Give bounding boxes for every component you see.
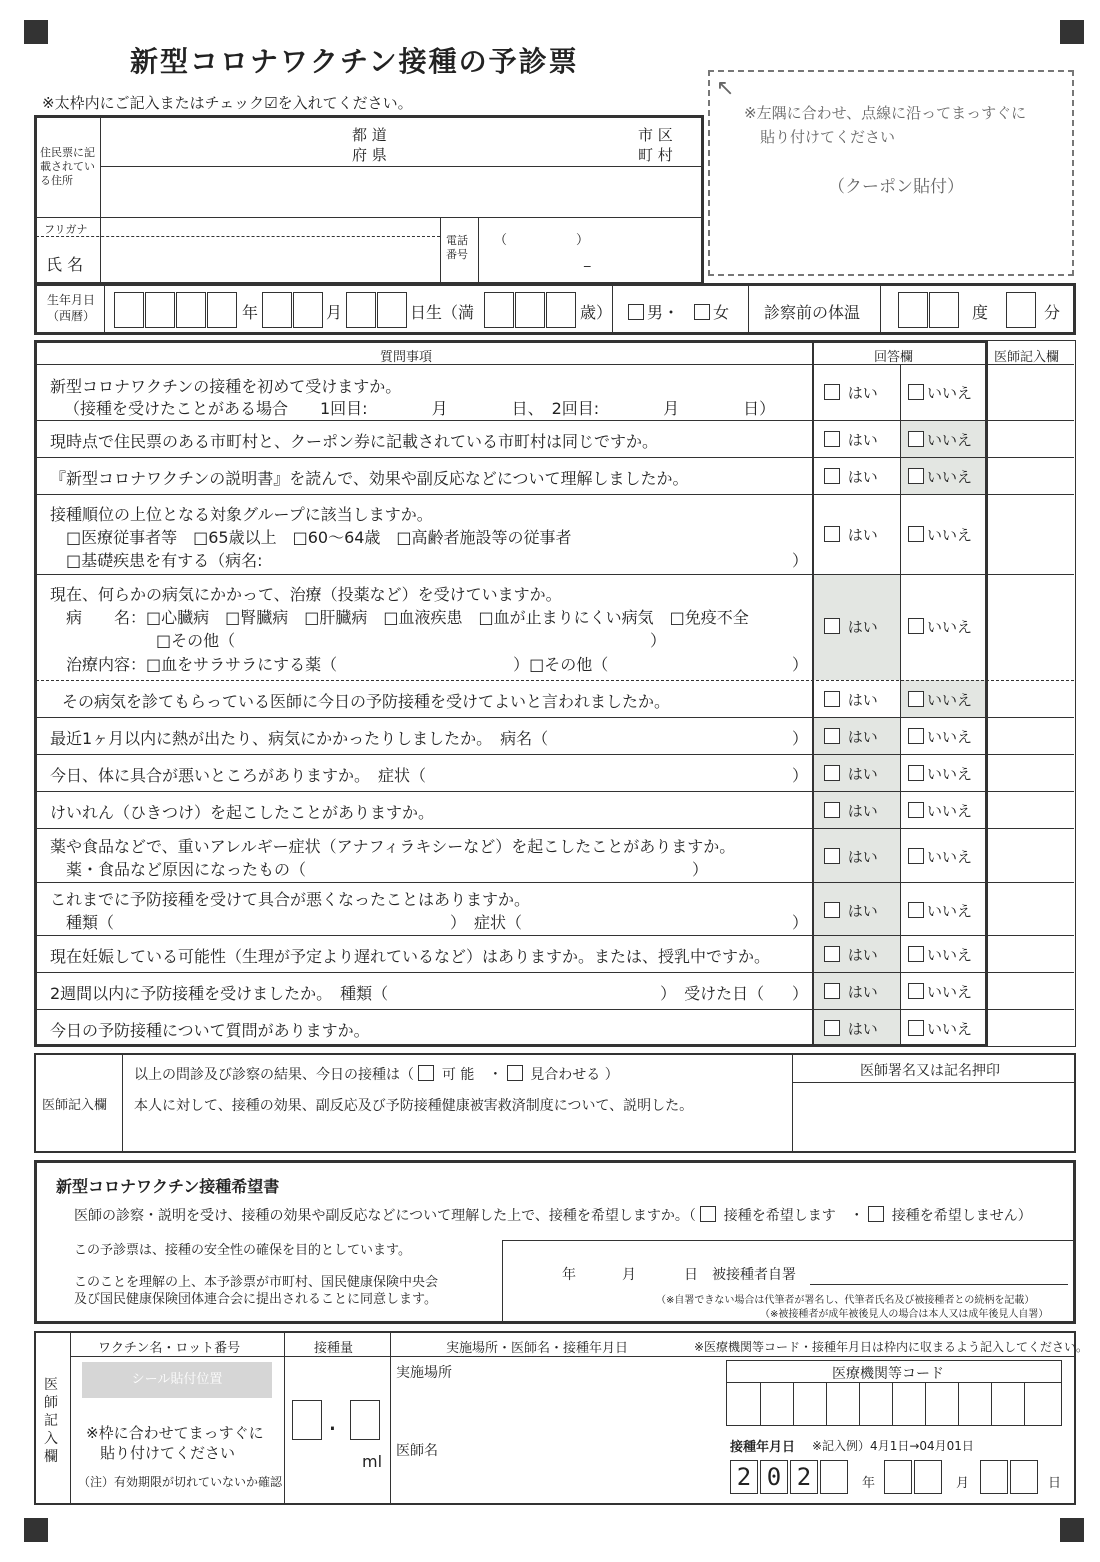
divider bbox=[36, 935, 1074, 936]
q4-yes[interactable] bbox=[824, 524, 878, 545]
coupon-label: （クーポン貼付） bbox=[828, 177, 964, 197]
divider bbox=[36, 217, 702, 218]
q14-yes[interactable] bbox=[824, 1018, 878, 1039]
divider bbox=[70, 1333, 71, 1503]
q2-yes[interactable] bbox=[824, 429, 878, 450]
doctor-signature-label: 医師署名又は記名押印 bbox=[860, 1063, 1000, 1079]
q7-no-checkbox[interactable] bbox=[908, 728, 924, 744]
divider bbox=[612, 285, 613, 333]
q3-yes[interactable] bbox=[824, 466, 878, 487]
yes-label: はい bbox=[847, 384, 878, 402]
not-want-checkbox[interactable] bbox=[868, 1206, 884, 1222]
consent-heading: 新型コロナワクチン接種希望書 bbox=[56, 1177, 280, 1196]
q9-yes[interactable] bbox=[824, 800, 878, 821]
question-5-treatment: 治療内容：□血をサラサラにする薬（ ）□その他（ bbox=[66, 655, 609, 674]
vaccination-month-digit-2[interactable] bbox=[914, 1460, 942, 1494]
male-checkbox[interactable] bbox=[628, 304, 644, 320]
vaccination-year-digit-2: 0 bbox=[760, 1460, 788, 1494]
question-5: 現在、何らかの病気にかかって、治療（投薬など）を受けていますか。 bbox=[50, 585, 562, 604]
yes-label: はい bbox=[847, 691, 878, 709]
question-11: これまでに予防接種を受けて具合が悪くなったことはありますか。 bbox=[50, 890, 531, 909]
divider bbox=[104, 285, 105, 333]
q14-yes-checkbox[interactable] bbox=[824, 1020, 840, 1036]
question-13: 2週間以内に予防接種を受けましたか。 種類（ ） 受けた日（ bbox=[50, 984, 765, 1003]
q11-no-checkbox[interactable] bbox=[908, 902, 924, 918]
divider bbox=[70, 1356, 1074, 1357]
dob-year-digit-3[interactable] bbox=[176, 292, 206, 328]
yes-label: はい bbox=[847, 983, 878, 1001]
divider bbox=[36, 420, 1074, 421]
no-label: いいえ bbox=[927, 946, 973, 964]
divider bbox=[36, 494, 1074, 495]
not-want-label: 接種を希望しません） bbox=[891, 1208, 1032, 1224]
question-4: 接種順位の上位となる対象グループに該当しますか。 bbox=[50, 505, 433, 524]
month-unit: 月 bbox=[326, 303, 343, 322]
divider bbox=[478, 217, 479, 283]
vaccination-month-unit: 月 bbox=[956, 1476, 970, 1491]
q1-yes[interactable] bbox=[824, 382, 878, 403]
want-checkbox[interactable] bbox=[700, 1206, 716, 1222]
possible-label: 可 能 ・ bbox=[441, 1067, 503, 1083]
q3-no[interactable] bbox=[908, 466, 972, 487]
q1-no-checkbox[interactable] bbox=[908, 384, 924, 400]
name-input[interactable] bbox=[102, 238, 438, 282]
vaccination-year-digit-1: 2 bbox=[730, 1460, 758, 1494]
corner-mark-bottom-right bbox=[1060, 1518, 1084, 1542]
q13-yes[interactable] bbox=[824, 981, 878, 1002]
q5-yes-checkbox[interactable] bbox=[824, 618, 840, 634]
q14-no[interactable] bbox=[908, 1018, 972, 1039]
dose-unit: ml bbox=[362, 1452, 383, 1471]
todofuken-bottom: 府 県 bbox=[352, 146, 387, 164]
question-10-close: ） bbox=[692, 860, 709, 879]
no-label: いいえ bbox=[927, 1020, 973, 1038]
question-8-close: ） bbox=[792, 766, 809, 785]
header-doctor: 医師記入欄 bbox=[994, 350, 1060, 365]
q12-no-checkbox[interactable] bbox=[908, 946, 924, 962]
yes-label: はい bbox=[847, 946, 878, 964]
divider bbox=[36, 972, 1074, 973]
possible-checkbox[interactable] bbox=[418, 1065, 434, 1081]
question-11-detail: 種類（ ） 症状（ bbox=[66, 913, 523, 932]
male-label: 男・ bbox=[647, 303, 680, 322]
vaccination-day-digit-1[interactable] bbox=[980, 1460, 1008, 1494]
divider bbox=[100, 117, 101, 283]
question-1: 新型コロナワクチンの接種を初めて受けますか。 bbox=[50, 377, 402, 396]
q5-no-checkbox[interactable] bbox=[908, 618, 924, 634]
doctor-name-label: 医師名 bbox=[396, 1443, 438, 1459]
furigana-input[interactable] bbox=[102, 219, 438, 235]
yes-label: はい bbox=[847, 802, 878, 820]
doctor-result-text bbox=[134, 1064, 619, 1084]
date-example: ※記入例）4月1日→04月01日 bbox=[812, 1439, 974, 1453]
doctor-name-field[interactable] bbox=[460, 1436, 720, 1496]
vaccination-day-digit-2[interactable] bbox=[1010, 1460, 1038, 1494]
question-8: 今日、体に具合が悪いところがありますか。 症状（ bbox=[50, 766, 427, 785]
q4-yes-checkbox[interactable] bbox=[824, 526, 840, 542]
postpone-checkbox[interactable] bbox=[507, 1065, 523, 1081]
age-digit-3[interactable] bbox=[546, 292, 576, 328]
shikuchoson-bottom: 町 村 bbox=[638, 146, 673, 164]
dose-decimal[interactable] bbox=[350, 1400, 380, 1440]
q2-no[interactable] bbox=[908, 429, 972, 450]
phone-input[interactable] bbox=[480, 219, 700, 281]
question-10-cause: 薬・食品など原因になったもの（ bbox=[66, 860, 307, 879]
question-3: 『新型コロナワクチンの説明書』を読んで、効果や副反応などについて理解しましたか。 bbox=[50, 469, 689, 488]
consent-purpose: この予診票は、接種の安全性の確保を目的としています。 bbox=[74, 1243, 411, 1258]
col-vaccine-lot: ワクチン名・ロット番号 bbox=[98, 1341, 241, 1356]
q12-yes[interactable] bbox=[824, 944, 878, 965]
divider bbox=[748, 285, 749, 333]
question-4-groups: □医療従事者等 □65歳以上 □60〜64歳 □高齢者施設等の従事者 bbox=[66, 528, 572, 547]
q6-yes[interactable] bbox=[824, 689, 878, 710]
question-14: 今日の予防接種について質問がありますか。 bbox=[50, 1021, 370, 1040]
no-label: いいえ bbox=[927, 983, 973, 1001]
q1-no[interactable] bbox=[908, 382, 972, 403]
dob-month-digit-2[interactable] bbox=[293, 292, 323, 328]
col-place: 実施場所・医師名・接種年月日 bbox=[446, 1341, 629, 1356]
year-unit: 年 bbox=[242, 303, 259, 322]
q9-yes-checkbox[interactable] bbox=[824, 802, 840, 818]
consent-agree-2: 及び国民健康保険団体連合会に提出されることに同意します。 bbox=[74, 1292, 437, 1307]
sign-note-1: （※自署できない場合は代筆者が署名し、代筆者氏名及び被接種者との続柄を記載） bbox=[656, 1295, 1035, 1306]
degree-unit: 度 bbox=[972, 303, 989, 322]
arrow-up-left-icon: ↖ bbox=[716, 76, 735, 101]
q2-yes-checkbox[interactable] bbox=[824, 431, 840, 447]
dose-dot: . bbox=[328, 1404, 337, 1437]
q6-no[interactable] bbox=[908, 689, 972, 710]
q11-yes[interactable] bbox=[824, 900, 878, 921]
coupon-area[interactable] bbox=[708, 70, 1074, 276]
q8-no-checkbox[interactable] bbox=[908, 765, 924, 781]
divider bbox=[390, 1333, 391, 1503]
q1-yes-checkbox[interactable] bbox=[824, 384, 840, 400]
age-unit: 歳） bbox=[580, 303, 613, 322]
phone-paren-open: （ bbox=[494, 233, 508, 248]
divider bbox=[792, 1055, 793, 1151]
q7-no[interactable] bbox=[908, 726, 972, 747]
vaccination-year-digit-3: 2 bbox=[790, 1460, 818, 1494]
coupon-note-1: ※左隅に合わせ、点線に沿ってまっすぐに bbox=[744, 104, 1027, 122]
no-label: いいえ bbox=[927, 802, 973, 820]
question-5-diseases: 病 名：□心臓病 □腎臓病 □肝臓病 □血液疾患 □血が止まりにくい病気 □免疫不全 bbox=[66, 608, 749, 627]
corner-mark-top-left bbox=[24, 20, 48, 44]
doctor-signature-field[interactable] bbox=[794, 1084, 1074, 1150]
vaccination-year-digit-4[interactable] bbox=[820, 1460, 848, 1494]
sign-month: 月 bbox=[622, 1267, 636, 1283]
yes-label: はい bbox=[847, 728, 878, 746]
self-sign-field[interactable] bbox=[810, 1262, 1068, 1285]
dob-label: 生年月日（西暦） bbox=[46, 293, 95, 323]
phone-label: 電話番号 bbox=[446, 234, 468, 261]
divider bbox=[122, 1055, 123, 1151]
doctor-explained-text: 本人に対して、接種の効果、副反応及び予防接種健康被害救済制度について、説明した。 bbox=[134, 1098, 694, 1114]
q8-yes[interactable] bbox=[824, 763, 878, 784]
q5-yes[interactable] bbox=[824, 616, 878, 637]
q14-no-checkbox[interactable] bbox=[908, 1020, 924, 1036]
no-label: いいえ bbox=[927, 468, 973, 486]
divider bbox=[100, 166, 702, 167]
todofuken-top: 都 道 bbox=[352, 126, 387, 144]
divider bbox=[440, 217, 441, 283]
divider bbox=[880, 285, 881, 333]
yes-label: はい bbox=[847, 468, 878, 486]
medical-code-input[interactable] bbox=[727, 1383, 1061, 1425]
sign-year: 年 bbox=[562, 1267, 576, 1283]
no-label: いいえ bbox=[927, 848, 973, 866]
q10-yes[interactable] bbox=[824, 846, 878, 867]
sign-day: 日 bbox=[684, 1267, 698, 1283]
temp-digit-2[interactable] bbox=[929, 292, 959, 328]
divider bbox=[36, 236, 440, 237]
question-5-treatment-close: ） bbox=[792, 655, 809, 674]
no-label: いいえ bbox=[927, 691, 973, 709]
expiry-note: （注）有効期限が切れていないか確認 bbox=[78, 1475, 283, 1489]
no-label: いいえ bbox=[927, 902, 973, 920]
dob-year-digit-1[interactable] bbox=[114, 292, 144, 328]
q10-no-checkbox[interactable] bbox=[908, 848, 924, 864]
q10-yes-checkbox[interactable] bbox=[824, 848, 840, 864]
divider bbox=[36, 457, 1074, 458]
q13-yes-checkbox[interactable] bbox=[824, 983, 840, 999]
question-7-close: ） bbox=[792, 729, 809, 748]
question-9: けいれん（ひきつけ）を起こしたことがありますか。 bbox=[50, 803, 435, 822]
age-digit-2[interactable] bbox=[515, 292, 545, 328]
q12-no[interactable] bbox=[908, 944, 972, 965]
divider bbox=[36, 717, 1074, 718]
doctor-column-frame bbox=[986, 340, 1076, 1047]
question-5-other: □その他（ bbox=[156, 631, 236, 650]
consent-question-text: 医師の診察・説明を受け、接種の効果や副反応などについて理解した上で、接種を希望しますか。（ bbox=[74, 1208, 696, 1224]
divider bbox=[36, 754, 1074, 755]
temp-digit-1[interactable] bbox=[898, 292, 928, 328]
q6-no-checkbox[interactable] bbox=[908, 691, 924, 707]
header-question: 質問事項 bbox=[380, 350, 433, 365]
postpone-label: 見合わせる ） bbox=[530, 1067, 619, 1083]
coupon-note-2: 貼り付けてください bbox=[760, 128, 896, 146]
divider bbox=[36, 680, 1074, 681]
question-2: 現時点で住民票のある市町村と、クーポン券に記載されている市町村は同じですか。 bbox=[50, 432, 659, 451]
furigana-label: フリガナ bbox=[44, 223, 88, 236]
yes-label: はい bbox=[847, 848, 878, 866]
q10-no[interactable] bbox=[908, 846, 972, 867]
instruction-note: ※太枠内にご記入またはチェック☑を入れてください。 bbox=[42, 94, 413, 112]
want-label: 接種を希望します ・ bbox=[723, 1208, 864, 1224]
q8-no[interactable] bbox=[908, 763, 972, 784]
vaccination-year-unit: 年 bbox=[862, 1476, 876, 1491]
divider bbox=[36, 791, 1074, 792]
divider bbox=[812, 342, 814, 1045]
no-label: いいえ bbox=[927, 618, 973, 636]
address-label: 住民票に記載されている住所 bbox=[40, 146, 95, 187]
dob-day-digit-2[interactable] bbox=[377, 292, 407, 328]
q11-yes-checkbox[interactable] bbox=[824, 902, 840, 918]
question-4-disease: □基礎疾患を有する（病名: bbox=[66, 551, 263, 570]
q2-no-checkbox[interactable] bbox=[908, 431, 924, 447]
self-sign-label: 被接種者自署 bbox=[712, 1267, 796, 1283]
q13-no[interactable] bbox=[908, 981, 972, 1002]
place-label: 実施場所 bbox=[396, 1365, 452, 1381]
dob-year-digit-2[interactable] bbox=[145, 292, 175, 328]
question-7: 最近1ヶ月以内に熱が出たり、病気にかかったりしましたか。 病名（ bbox=[50, 729, 549, 748]
divider bbox=[792, 1082, 1074, 1083]
question-11-close: ） bbox=[792, 913, 809, 932]
divider bbox=[36, 882, 1074, 883]
question-4-close: ） bbox=[792, 551, 809, 570]
no-label: いいえ bbox=[927, 526, 973, 544]
consent-agree-1: このことを理解の上、本予診票が市町村、国民健康保険中央会 bbox=[74, 1275, 439, 1290]
vaccination-month-digit-1[interactable] bbox=[884, 1460, 912, 1494]
female-checkbox[interactable] bbox=[694, 304, 710, 320]
divider bbox=[36, 1009, 1074, 1010]
age-digit-1[interactable] bbox=[484, 292, 514, 328]
sign-note-2: （※被接種者が成年被後見人の場合は本人又は成年後見人自署） bbox=[760, 1309, 1049, 1320]
temperature-label: 診察前の体温 bbox=[764, 303, 861, 322]
sex-female[interactable] bbox=[694, 300, 729, 323]
col-dose: 接種量 bbox=[314, 1341, 354, 1356]
dob-day-digit-1[interactable] bbox=[346, 292, 376, 328]
phone-paren-close: ） bbox=[576, 233, 590, 248]
q12-yes-checkbox[interactable] bbox=[824, 946, 840, 962]
divider bbox=[36, 574, 1074, 575]
sex-male[interactable] bbox=[628, 300, 679, 323]
q3-yes-checkbox[interactable] bbox=[824, 468, 840, 484]
q13-no-checkbox[interactable] bbox=[908, 983, 924, 999]
question-6: その病気を診てもらっている医師に今日の予防接種を受けてよいと言われましたか。 bbox=[62, 692, 671, 711]
q9-no[interactable] bbox=[908, 800, 972, 821]
consent-question bbox=[74, 1205, 1032, 1225]
page-title: 新型コロナワクチン接種の予診票 bbox=[130, 45, 579, 78]
yes-label: はい bbox=[847, 765, 878, 783]
q11-no[interactable] bbox=[908, 900, 972, 921]
doctor-section-label: 医師記入欄 bbox=[42, 1098, 108, 1113]
dose-integer[interactable] bbox=[292, 1400, 322, 1440]
q9-no-checkbox[interactable] bbox=[908, 802, 924, 818]
name-label: 氏 名 bbox=[46, 255, 84, 274]
address-input[interactable] bbox=[102, 168, 700, 215]
shikuchoson-top: 市 区 bbox=[638, 126, 673, 144]
yes-label: はい bbox=[847, 431, 878, 449]
question-1-detail: （接種を受けたことがある場合 1回目: 月 日、 2回目: 月 日） bbox=[64, 399, 776, 418]
q6-yes-checkbox[interactable] bbox=[824, 691, 840, 707]
q4-no[interactable] bbox=[908, 524, 972, 545]
q4-no-checkbox[interactable] bbox=[908, 526, 924, 542]
no-label: いいえ bbox=[927, 431, 973, 449]
corner-mark-bottom-left bbox=[24, 1518, 48, 1542]
vaccine-side-label: 医師記入欄 bbox=[44, 1377, 58, 1465]
question-13-close: ） bbox=[792, 984, 809, 1003]
seal-note-1: ※枠に合わせてまっすぐに bbox=[86, 1424, 264, 1442]
question-12: 現在妊娠している可能性（生理が予定より遅れているなど）はありますか。または、授乳中ですか。 bbox=[50, 947, 771, 966]
yes-label: はい bbox=[847, 1020, 878, 1038]
temp-decimal-digit[interactable] bbox=[1006, 292, 1036, 328]
dob-year-digit-4[interactable] bbox=[207, 292, 237, 328]
female-label: 女 bbox=[713, 303, 730, 322]
date-label: 接種年月日 bbox=[730, 1440, 796, 1455]
q7-yes-checkbox[interactable] bbox=[824, 728, 840, 744]
q5-no[interactable] bbox=[908, 616, 972, 637]
result-text: 以上の問診及び診察の結果、今日の接種は（ bbox=[134, 1067, 414, 1083]
divider bbox=[900, 364, 901, 1045]
question-10: 薬や食品などで、重いアレルギー症状（アナフィラキシーなど）を起こしたことがありますか。 bbox=[50, 837, 736, 856]
place-field[interactable] bbox=[460, 1360, 720, 1420]
q3-no-checkbox[interactable] bbox=[908, 468, 924, 484]
divider bbox=[284, 1333, 285, 1503]
seal-note-2: 貼り付けてください bbox=[100, 1444, 236, 1462]
no-label: いいえ bbox=[927, 728, 973, 746]
minute-unit: 分 bbox=[1044, 303, 1061, 322]
yes-label: はい bbox=[847, 902, 878, 920]
day-born-unit: 日生（満 bbox=[410, 303, 475, 322]
q8-yes-checkbox[interactable] bbox=[824, 765, 840, 781]
seal-position[interactable]: シール貼付位置 bbox=[82, 1362, 272, 1398]
q7-yes[interactable] bbox=[824, 726, 878, 747]
divider bbox=[36, 364, 1074, 365]
code-note: ※医療機関等コード・接種年月日は枠内に収まるよう記入してください。 bbox=[694, 1340, 1089, 1354]
code-label: 医療機関等コード bbox=[832, 1366, 944, 1382]
no-label: いいえ bbox=[927, 384, 973, 402]
corner-mark-top-right bbox=[1060, 20, 1084, 44]
divider bbox=[36, 828, 1074, 829]
phone-dash: _ bbox=[584, 253, 591, 268]
question-5-other-close: ） bbox=[650, 631, 667, 650]
yes-label: はい bbox=[847, 618, 878, 636]
yes-label: はい bbox=[847, 526, 878, 544]
header-answer: 回答欄 bbox=[874, 350, 914, 365]
no-label: いいえ bbox=[927, 765, 973, 783]
vaccination-day-unit: 日 bbox=[1048, 1476, 1062, 1491]
dob-month-digit-1[interactable] bbox=[262, 292, 292, 328]
